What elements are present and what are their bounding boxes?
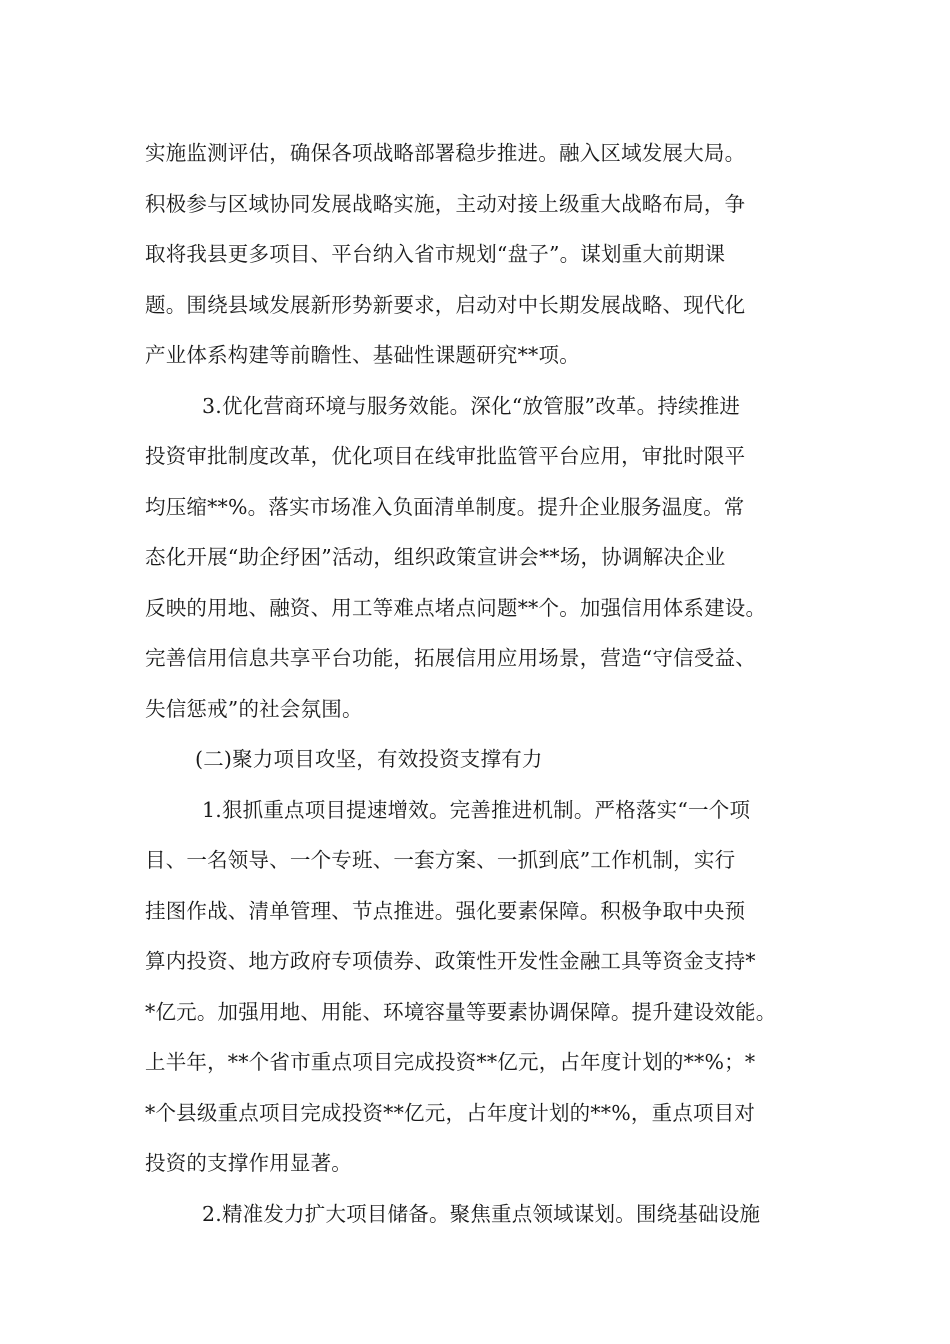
text-line: 上半年，**个省市重点项目完成投资**亿元，占年度计划的**%；*	[145, 1050, 756, 1074]
text-line: 目、一名领导、一个专班、一套方案、一抓到底”工作机制，实行	[145, 848, 736, 872]
text-line: 失信惩戒”的社会氛围。	[145, 696, 363, 721]
text-line: 挂图作战、清单管理、节点推进。强化要素保障。积极争取中央预	[145, 898, 746, 923]
paragraph-start-line: 1.狠抓重点项目提速增效。完善推进机制。严格落实“一个项	[202, 797, 751, 822]
text-line: 算内投资、地方政府专项债券、政策性开发性金融工具等资金支持*	[145, 949, 756, 973]
text-line: *亿元。加强用地、用能、环境容量等要素协调保障。提升建设效能。	[145, 999, 777, 1024]
section-heading: (二)聚力项目攻坚，有效投资支撑有力	[195, 747, 543, 771]
text-line: 投资的支撑作用显著。	[145, 1151, 352, 1175]
paragraph-start-line: 2.精准发力扩大项目储备。聚焦重点领域谋划。围绕基础设施	[202, 1201, 761, 1226]
text-line: 实施监测评估，确保各项战略部署稳步推进。融入区域发展大局。	[145, 141, 746, 165]
text-line: *个县级重点项目完成投资**亿元，占年度计划的**%，重点项目对	[145, 1100, 756, 1125]
text-line: 投资审批制度改革，优化项目在线审批监管平台应用，审批时限平	[145, 444, 746, 468]
paragraph-start-line: 3.优化营商环境与服务效能。深化“放管服”改革。持续推进	[202, 393, 741, 418]
text-line: 产业体系构建等前瞻性、基础性课题研究**项。	[145, 343, 580, 367]
text-line: 态化开展“助企纾困”活动，组织政策宣讲会**场，协调解决企业	[145, 545, 726, 569]
text-line: 反映的用地、融资、用工等难点堵点问题**个。加强信用体系建设。	[145, 595, 767, 620]
text-line: 完善信用信息共享平台功能，拓展信用应用场景，营造“守信受益、	[145, 646, 756, 670]
text-line: 积极参与区域协同发展战略实施，主动对接上级重大战略布局，争	[145, 191, 746, 216]
text-line: 取将我县更多项目、平台纳入省市规划“盘子”。谋划重大前期课	[145, 242, 726, 266]
document-body	[145, 128, 805, 1239]
text-line: 题。围绕县域发展新形势新要求，启动对中长期发展战略、现代化	[145, 292, 746, 317]
text-line: 均压缩**%。落实市场准入负面清单制度。提升企业服务温度。常	[145, 494, 745, 519]
